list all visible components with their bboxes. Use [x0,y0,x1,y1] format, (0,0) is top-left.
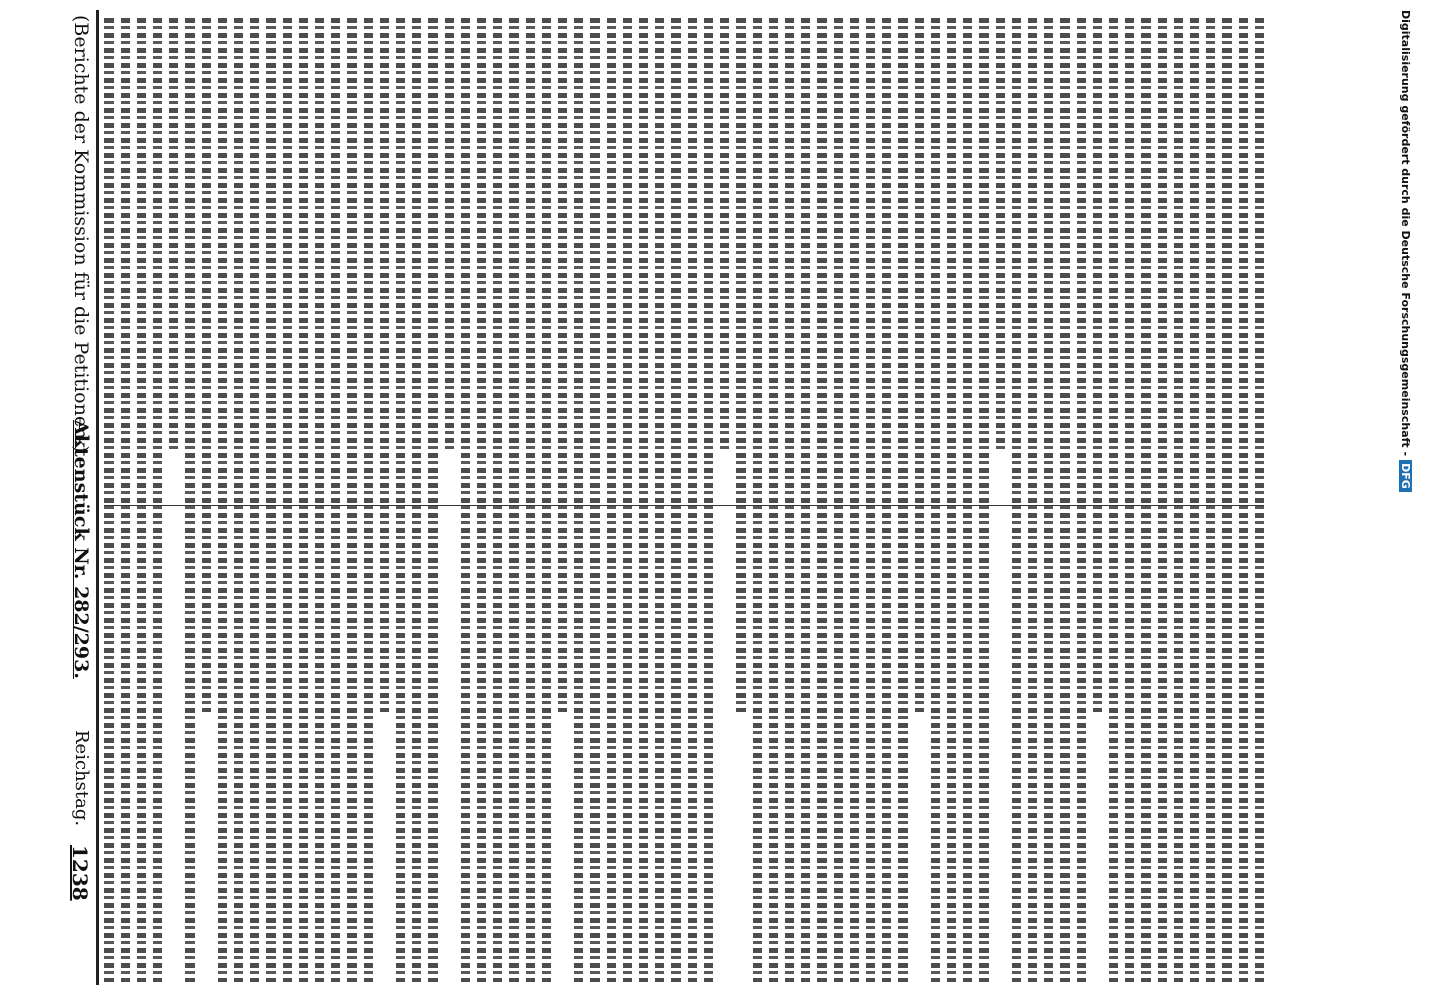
text-line [834,18,843,982]
text-line [720,18,729,452]
header-rule [96,10,99,985]
column-divider [104,505,1264,506]
running-head: (Berichte der Kommission für die Petitionen.) [70,15,92,453]
text-line [898,18,907,982]
text-line [655,18,664,982]
text-line [234,18,243,982]
text-line [558,18,567,712]
text-line [817,18,826,982]
text-line [477,18,486,982]
running-head-source: Reichstag. [71,730,92,827]
text-line [623,18,632,982]
text-line [380,18,389,712]
text-line [509,18,518,982]
text-line [1174,18,1183,982]
text-line [347,18,356,982]
text-line [671,18,680,982]
text-line [202,18,211,712]
text-line [153,18,162,982]
text-line [445,18,454,452]
text-line [428,18,437,982]
text-line [996,18,1005,452]
text-line [266,18,275,982]
text-line [218,18,227,982]
text-line [785,18,794,982]
text-line [1206,18,1215,982]
text-line [1044,18,1053,982]
document-reference: Aktenstück Nr. 282/293. [70,420,92,679]
text-line [137,18,146,982]
text-line [753,18,762,982]
text-line [1060,18,1069,982]
text-line [412,18,421,982]
text-line [769,18,778,982]
text-line [331,18,340,982]
text-line [1028,18,1037,982]
text-line [283,18,292,982]
text-line [1077,18,1086,982]
text-line [1158,18,1167,982]
text-line [590,18,599,982]
text-line [1190,18,1199,982]
text-line [1255,18,1264,982]
text-body [104,18,1264,982]
page-number: 1238 [68,845,92,901]
text-line [704,18,713,982]
text-line [526,18,535,982]
text-line [1239,18,1248,982]
text-line [1012,18,1021,982]
text-line [461,18,470,982]
text-line [185,18,194,982]
text-line [1125,18,1134,982]
text-line [396,18,405,982]
text-line [882,18,891,982]
text-line [299,18,308,982]
text-line [736,18,745,712]
text-line [493,18,502,982]
text-line [1141,18,1150,982]
text-line [1109,18,1118,982]
text-line [963,18,972,982]
text-line [979,18,988,982]
text-line [574,18,583,982]
text-line [250,18,259,982]
dfg-watermark [1399,10,1412,492]
text-line [931,18,940,982]
text-line [947,18,956,982]
text-line [121,18,130,982]
text-line [364,18,373,982]
text-line [542,18,551,982]
text-line [1093,18,1102,712]
text-line [104,18,113,982]
text-line [1222,18,1231,982]
watermark-text: Digitalisierung gefördert durch die Deutsche Forschungsgemeinschaft - [1399,10,1412,457]
dfg-logo: DFG [1399,460,1412,492]
text-line [315,18,324,982]
text-line [169,18,178,452]
text-line [639,18,648,982]
text-line [915,18,924,712]
text-line [850,18,859,982]
text-line [607,18,616,982]
text-line [688,18,697,982]
text-line [801,18,810,982]
text-line [866,18,875,982]
